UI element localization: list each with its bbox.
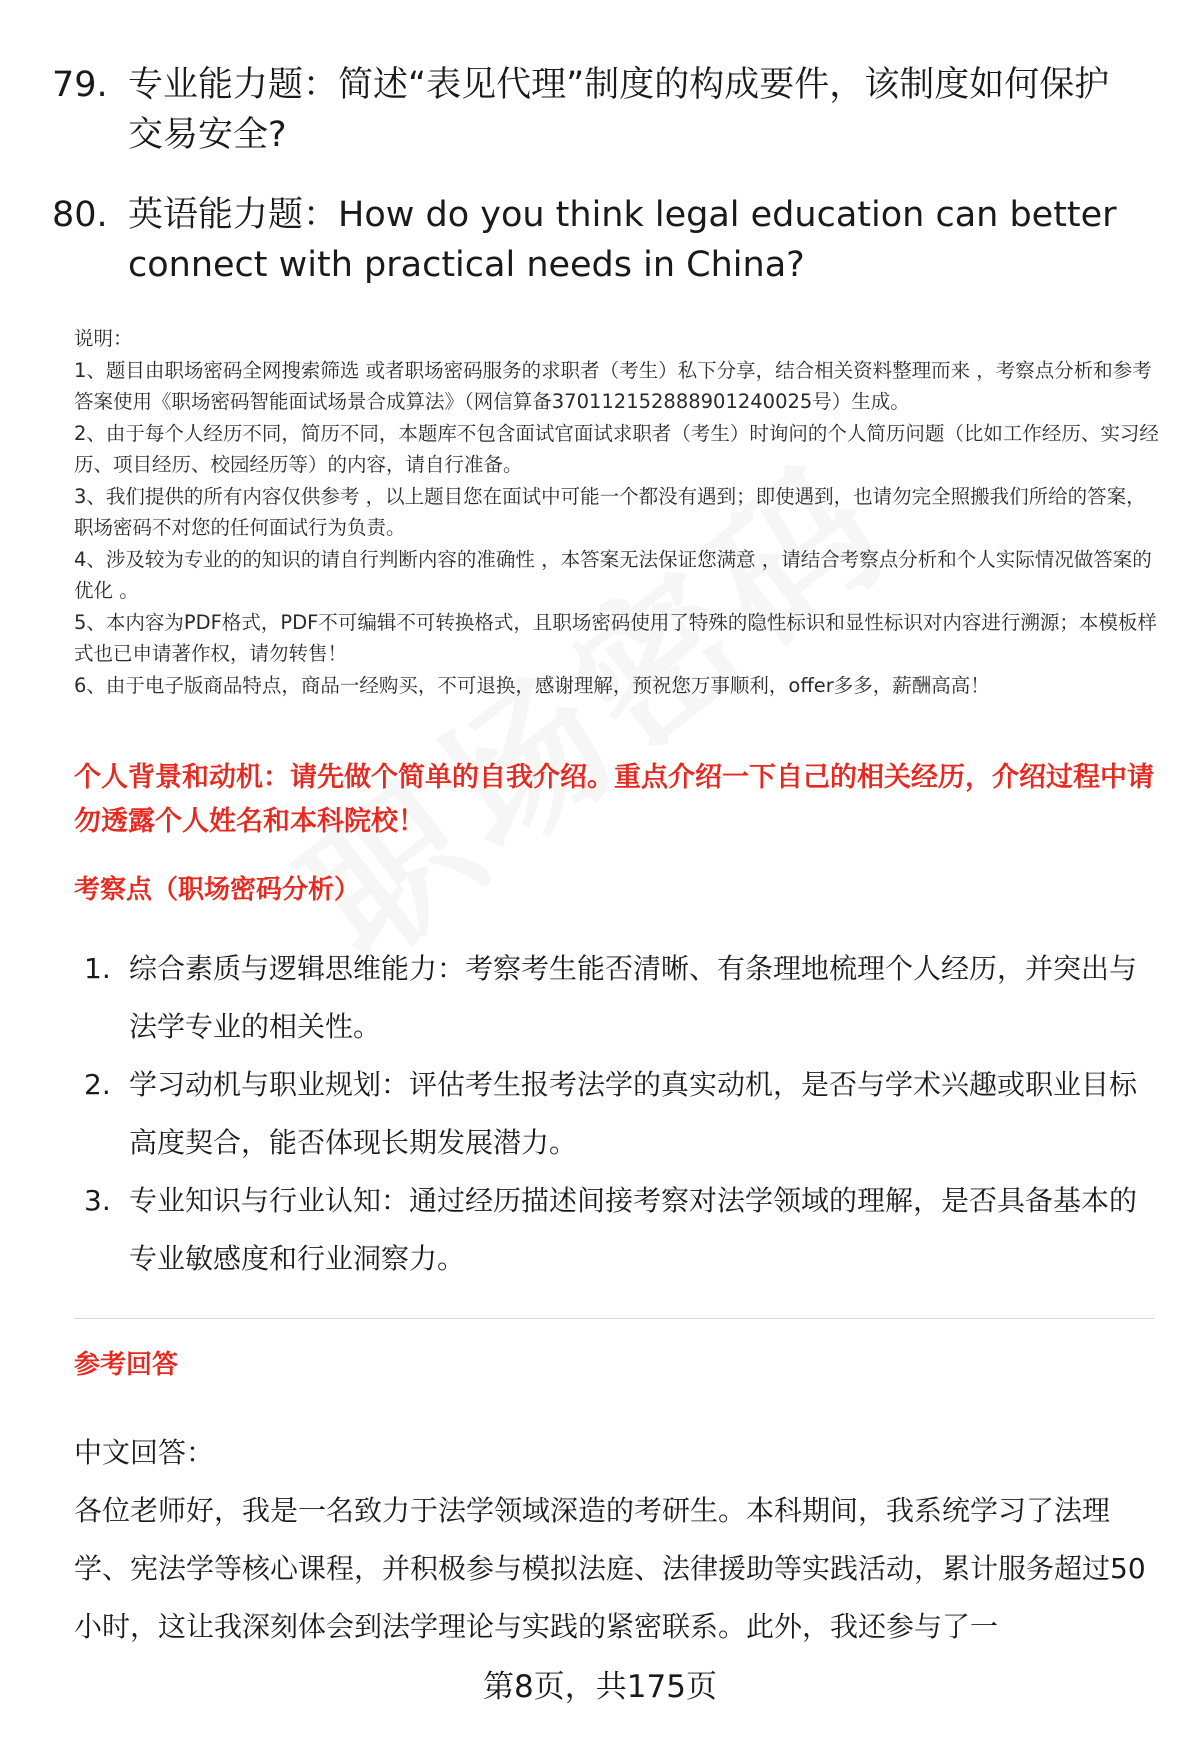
note-item: 1、题目由职场密码全网搜索筛选 或者职场密码服务的求职者（考生）私下分享，结合相关资料整理而来 ，考察点分析和参考答案使用《职场密码智能面试场景合成算法》（网信算备370112152888901240025号）生成。 xyxy=(74,358,1152,413)
main-question: 个人背景和动机：请先做个简单的自我介绍。重点介绍一下自己的相关经历，介绍过程中请勿透露个人姓名和本科院校！ xyxy=(74,762,1154,837)
answer-body: 各位老师好，我是一名致力于法学领域深造的考研生。本科期间，我系统学习了法理学、宪法学等核心课程，并积极参与模拟法庭、法律援助等实践活动，累计服务超过50小时，这让我深刻体会到法学理论与实践的紧密联系。此外，我还参与了一 xyxy=(74,1494,1146,1643)
analysis-point xyxy=(74,1056,1154,1172)
notes-title: 说明： xyxy=(74,327,133,350)
point-number: 1. xyxy=(84,952,111,985)
question-text: 英语能力题：How do you think legal education can better connect with practical needs in China? xyxy=(128,195,1117,285)
analysis-point xyxy=(74,940,1154,1056)
answer-label: 中文回答： xyxy=(74,1436,215,1469)
note-item: 3、我们提供的所有内容仅供参考 ，以上题目您在面试中可能一个都没有遇到；即使遇到，也请勿完全照搬我们所给的答案，职场密码不对您的任何面试行为负责。 xyxy=(74,484,1146,539)
question-number: 79. xyxy=(52,65,108,105)
analysis-title: 考察点（职场密码分析） xyxy=(74,875,361,905)
analysis-points xyxy=(74,940,1154,1288)
notes-section xyxy=(74,323,1164,701)
question-80 xyxy=(52,190,1142,290)
point-number: 2. xyxy=(84,1068,111,1101)
note-item: 2、由于每个人经历不同，简历不同，本题库不包含面试官面试求职者（考生）时询问的个人简历问题（比如工作经历、实习经历、项目经历、校园经历等）的内容，请自行准备。 xyxy=(74,421,1159,476)
point-number: 3. xyxy=(84,1184,111,1217)
note-item: 4、涉及较为专业的的知识的请自行判断内容的准确性 ，本答案无法保证您满意 ，请结合考察点分析和个人实际情况做答案的优化 。 xyxy=(74,547,1152,602)
section-divider xyxy=(74,1318,1154,1319)
question-text: 专业能力题：简述“表见代理”制度的构成要件，该制度如何保护交易安全? xyxy=(128,65,1110,155)
question-79 xyxy=(52,60,1142,160)
point-text: 专业知识与行业认知：通过经历描述间接考察对法学领域的理解，是否具备基本的专业敏感度和行业洞察力。 xyxy=(129,1184,1138,1275)
analysis-point xyxy=(74,1172,1154,1288)
point-text: 学习动机与职业规划：评估考生报考法学的真实动机，是否与学术兴趣或职业目标高度契合，能否体现长期发展潜力。 xyxy=(129,1068,1138,1159)
note-item: 6、由于电子版商品特点，商品一经购买，不可退换，感谢理解，预祝您万事顺利，offer多多，薪酬高高！ xyxy=(74,673,990,697)
note-item: 5、本内容为PDF格式，PDF不可编辑不可转换格式，且职场密码使用了特殊的隐性标识和显性标识对内容进行溯源；本模板样式也已申请著作权，请勿转售！ xyxy=(74,610,1157,665)
page-footer: 第8页，共175页 xyxy=(483,1669,717,1705)
reference-title: 参考回答 xyxy=(74,1350,179,1380)
point-text: 综合素质与逻辑思维能力：考察考生能否清晰、有条理地梳理个人经历，并突出与法学专业的相关性。 xyxy=(129,952,1138,1043)
question-number: 80. xyxy=(52,195,108,235)
